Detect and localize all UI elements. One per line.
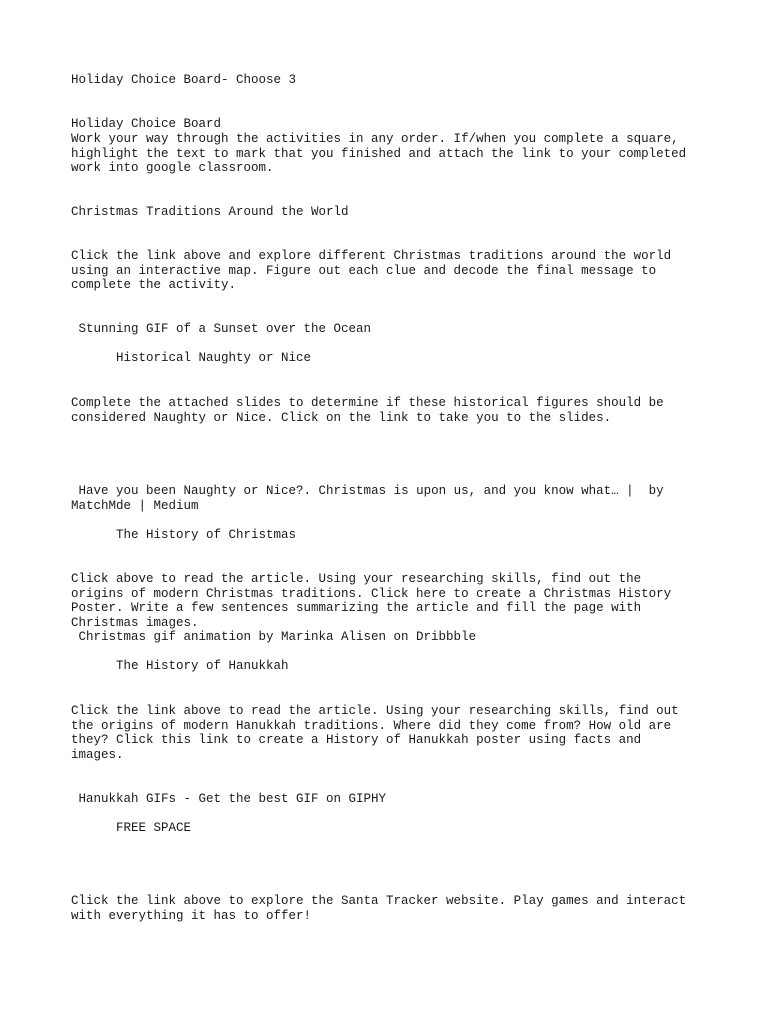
page-title: Holiday Choice Board- Choose 3 bbox=[71, 73, 297, 87]
link-caption-hanukkah-gifs[interactable]: Hanukkah GIFs - Get the best GIF on GIPHY bbox=[71, 792, 387, 806]
link-caption-naughty-or-nice-article[interactable]: Have you been Naughty or Nice?. Christmas is upon us, and you know what… | by MatchMde | Medium bbox=[71, 484, 664, 513]
link-caption-christmas-gif[interactable]: Christmas gif animation by Marinka Alisen on Dribbble bbox=[71, 630, 477, 644]
activity-title-christmas-traditions: Christmas Traditions Around the World bbox=[71, 205, 349, 219]
activity-title-history-of-hanukkah: The History of Hanukkah bbox=[116, 659, 289, 673]
activity-description-christmas-traditions: Click the link above and explore different Christmas traditions around the world using an interactive map. Figure out each clue and decode the final message to complete the activity. bbox=[71, 249, 672, 293]
activity-description-naughty-or-nice: Complete the attached slides to determine if these historical figures should be considered Naughty or Nice. Click on the link to take you to the slides. bbox=[71, 396, 664, 425]
activity-title-history-of-christmas: The History of Christmas bbox=[116, 528, 297, 542]
activity-description-history-of-christmas: Click above to read the article. Using your researching skills, find out the origins of modern Christmas traditions. Click here to create a Christmas History Poster. Write a few sentences summarizing the article and fill the page with Christmas images. bbox=[71, 572, 672, 630]
board-heading: Holiday Choice Board bbox=[71, 117, 222, 131]
activity-title-naughty-or-nice: Historical Naughty or Nice bbox=[116, 351, 312, 365]
board-instructions: Work your way through the activities in any order. If/when you complete a square, highlight the text to mark that you finished and attach the link to your completed work into google classroom. bbox=[71, 132, 687, 176]
activity-description-history-of-hanukkah: Click the link above to read the article. Using your researching skills, find out the origins of modern Hanukkah traditions. Where did they come from? How old are they? Click this link to create a History of Hanukkah poster using facts and images. bbox=[71, 704, 679, 762]
activity-title-free-space: FREE SPACE bbox=[116, 821, 192, 835]
activity-description-free-space: Click the link above to explore the Santa Tracker website. Play games and interact with everything it has to offer! bbox=[71, 894, 687, 923]
link-caption-sunset-gif[interactable]: Stunning GIF of a Sunset over the Ocean bbox=[71, 322, 372, 336]
